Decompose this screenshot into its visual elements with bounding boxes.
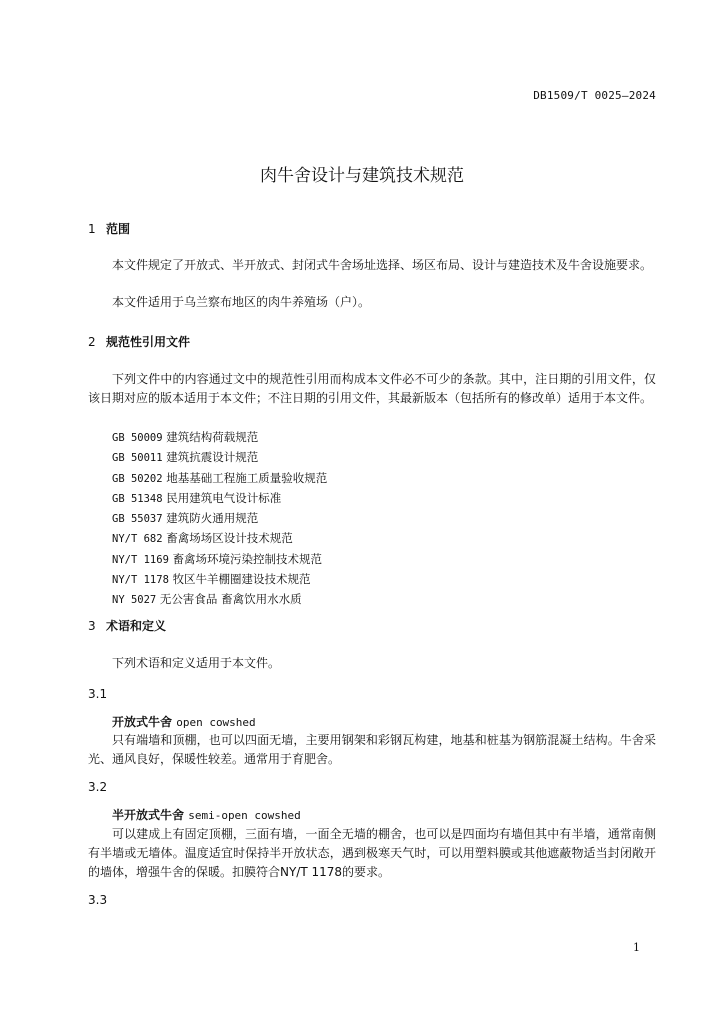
reference-code: GB 50009 [112,432,163,444]
section-3-paragraph-1: 下列术语和定义适用于本文件。 [112,656,281,670]
section-2-number: 2 [88,335,96,349]
reference-name: 牧区牛羊棚圈建设技术规范 [172,572,311,587]
reference-item [112,570,327,590]
term-3-2-zh: 半开放式牛舍 [112,808,185,822]
reference-code: GB 55037 [112,513,163,526]
reference-code: NY/T 1169 [112,553,169,566]
term-3-1-number: 3.1 [88,687,108,701]
section-1-paragraph-2: 本文件适用于乌兰察布地区的肉牛养殖场（户）。 [112,295,371,309]
section-1-paragraph-1: 本文件规定了开放式、半开放式、封闭式牛舍场址选择、场区布局、设计与建造技术及牛舍设施要求。 [112,258,653,272]
term-3-2-title [112,806,301,823]
reference-name: 建筑防火通用规范 [166,511,259,526]
reference-code: NY 5027 [112,594,157,607]
section-1-title: 范围 [106,222,131,236]
term-3-2-number: 3.2 [88,780,108,794]
reference-item [112,550,327,570]
document-code: DB1509/T 0025—2024 [533,89,656,102]
term-3-1-en: open cowshed [176,716,256,729]
term-3-2-en: semi-open cowshed [188,809,301,822]
reference-name: 地基基础工程施工质量验收规范 [166,470,328,485]
section-3-title: 术语和定义 [106,619,167,633]
reference-code: GB 50202 [112,472,163,485]
reference-name: 无公害食品 畜禽饮用水水质 [159,592,302,607]
reference-item [112,590,327,610]
reference-item [112,469,327,489]
reference-item [112,448,327,468]
section-1-heading [88,220,130,237]
section-2-paragraph-1: 下列文件中的内容通过文中的规范性引用而构成本文件必不可少的条款。其中，注日期的引用文件，仅该日期对应的版本适用于本文件；不注日期的引用文件，其最新版本（包括所有的修改单）适用于本文件。 [88,372,656,405]
reference-name: 建筑抗震设计规范 [166,450,259,465]
reference-item [112,509,327,529]
reference-item [112,529,327,549]
reference-item [112,428,327,448]
section-2-heading [88,333,190,350]
document-title: 肉牛舍设计与建筑技术规范 [260,166,464,186]
reference-name: 建筑结构荷载规范 [166,430,259,444]
reference-code: GB 51348 [112,492,163,505]
normative-reference-list [112,428,327,611]
reference-code: NY/T 682 [112,533,163,546]
section-3-heading [88,617,166,634]
section-2-title: 规范性引用文件 [106,335,191,349]
term-3-1-title [112,713,256,730]
section-1-number: 1 [88,222,96,236]
reference-name: 畜禽场环境污染控制技术规范 [172,551,323,566]
term-3-2-definition: 可以建成上有固定顶棚，三面有墙，一面全无墙的棚舍，也可以是四面均有墙但其中有半墙，通常南侧有半墙或无墙体。温度适宜时保持半开放状态，遇到极寒天气时，可以用塑料膜或其他遮蔽物适当封闭敞开的墙体，增强牛舍的保暖。扣膜符合NY/T 1178的要求。 [88,827,656,879]
page-number: 1 [633,941,640,954]
reference-name: 畜禽场场区设计技术规范 [166,531,293,546]
reference-name: 民用建筑电气设计标准 [166,490,282,505]
reference-code: NY/T 1178 [112,574,169,587]
reference-code: GB 50011 [112,452,163,465]
reference-item [112,489,327,509]
term-3-3-number: 3.3 [88,893,108,907]
section-3-number: 3 [88,619,96,633]
term-3-1-zh: 开放式牛舍 [112,715,173,729]
term-3-1-definition: 只有端墙和顶棚，也可以四面无墙，主要用钢架和彩钢瓦构建，地基和桩基为钢筋混凝土结构。牛舍采光、通风良好，保暖性较差。通常用于育肥舍。 [88,733,656,766]
